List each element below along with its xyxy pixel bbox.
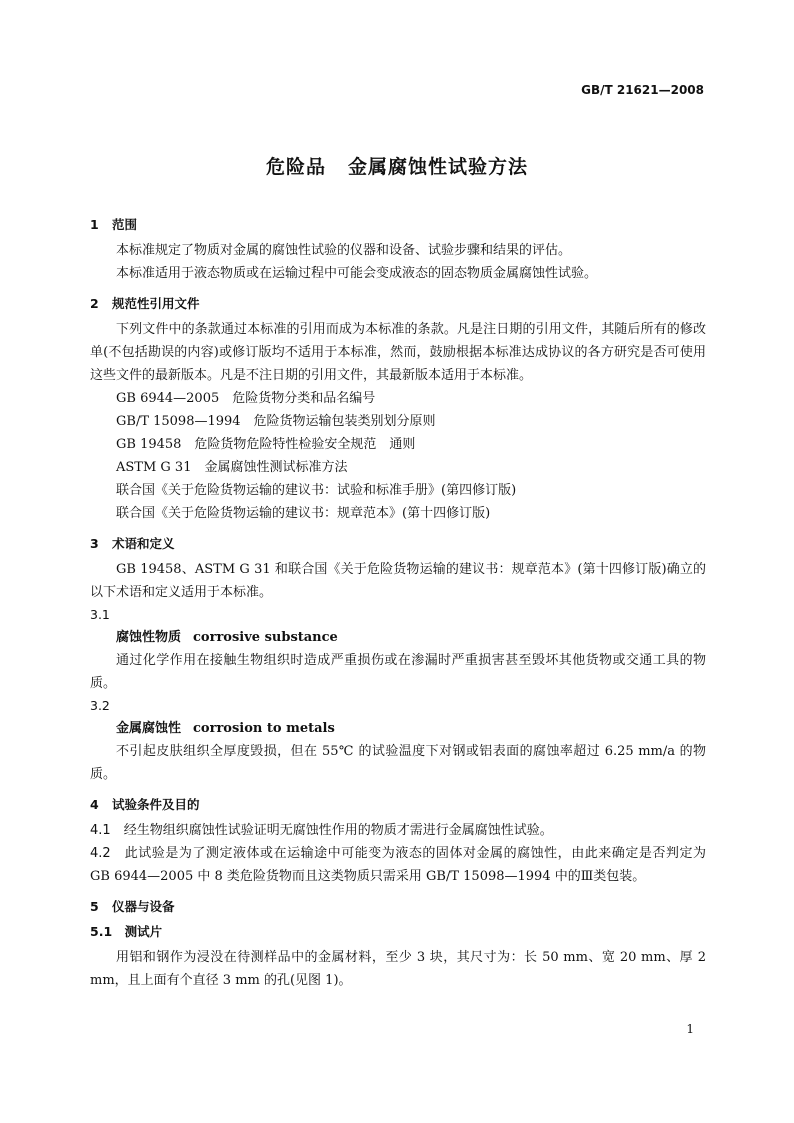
term-definition: 不引起皮肤组织全厚度毁损，但在 55℃ 的试验温度下对钢或铝表面的腐蚀率超过 6.25 mm/a 的物质。 [90,744,706,782]
reference-item: GB/T 15098—1994 危险货物运输包装类别划分原则 [116,414,436,429]
reference-item: 联合国《关于危险货物运输的建议书：试验和标准手册》(第四修订版) [116,483,517,498]
section-number: 2 [90,296,99,311]
section-number: 3 [90,536,99,551]
clause-4-1 [90,819,706,842]
reference-item: GB 19458 危险货物危险特性检验安全规范 通则 [116,437,416,452]
reference-item: ASTM G 31 金属腐蚀性测试标准方法 [116,460,348,475]
paragraph: 本标准规定了物质对金属的腐蚀性试验的仪器和设备、试验步骤和结果的评估。 [116,243,572,258]
section-4-heading [90,794,706,816]
term-definition: 通过化学作用在接触生物组织时造成严重损伤或在渗漏时严重损害甚至毁坏其他货物或交通工具的物质。 [90,653,706,691]
clause-number: 4.2 [90,846,111,861]
clause-number: 4.1 [90,823,111,838]
document-body [90,214,706,992]
standard-code-header: GB/T 21621—2008 [581,83,704,97]
section-title: 仪器与设备 [112,899,175,914]
reference-item: GB 6944—2005 危险货物分类和品名编号 [116,391,376,406]
title-part-1: 危险品 [265,156,326,178]
section-number: 5 [90,899,99,914]
section-title: 规范性引用文件 [112,296,200,311]
document-title [0,152,794,179]
paragraph: 本标准适用于液态物质或在运输过程中可能会变成液态的固态物质金属腐蚀性试验。 [116,266,598,281]
term-entry [90,626,706,649]
reference-item: 联合国《关于危险货物运输的建议书：规章范本》(第十四修订版) [116,506,491,521]
term-number: 3.2 [90,698,110,713]
section-title: 范围 [112,217,138,232]
term-chinese: 金属腐蚀性 [116,721,182,736]
page-number: 1 [686,1022,694,1036]
clause-4-2 [90,842,706,888]
section-5-heading [90,896,706,918]
section-title: 试验条件及目的 [112,797,200,812]
term-number: 3.1 [90,607,110,622]
section-title: 术语和定义 [112,536,175,551]
subsection-title: 测试片 [124,924,163,939]
subsection-number: 5.1 [90,924,113,939]
term-chinese: 腐蚀性物质 [116,630,182,645]
term-english: corrosion to metals [193,721,335,736]
section-1-heading [90,214,706,236]
section-number: 1 [90,217,99,232]
paragraph: 用铝和钢作为浸没在待测样品中的金属材料，至少 3 块，其尺寸为：长 50 mm、宽 20 mm、厚 2 mm，且上面有个直径 3 mm 的孔(见图 1)。 [90,950,706,988]
term-entry [90,717,706,740]
paragraph: GB 19458、ASTM G 31 和联合国《关于危险货物运输的建议书：规章范本》(第十四修订版)确立的以下术语和定义适用于本标准。 [90,562,706,600]
subsection-5-1-heading [90,921,706,943]
clause-text: 经生物组织腐蚀性试验证明无腐蚀性作用的物质才需进行金属腐蚀性试验。 [123,823,553,838]
term-english: corrosive substance [193,630,338,645]
paragraph: 下列文件中的条款通过本标准的引用而成为本标准的条款。凡是注日期的引用文件，其随后所有的修改单(不包括勘误的内容)或修订版均不适用于本标准，然而，鼓励根据本标准达成协议的各方研究是否可使用这些文件的最新版本。凡是不注日期的引用文件，其最新版本适用于本标准。 [90,322,706,383]
section-2-heading [90,293,706,315]
section-number: 4 [90,797,99,812]
section-3-heading [90,533,706,555]
title-part-2: 金属腐蚀性试验方法 [348,156,529,178]
clause-text: 此试验是为了测定液体或在运输途中可能变为液态的固体对金属的腐蚀性，由此来确定是否判定为 GB 6944—2005 中 8 类危险货物而且这类物质只需采用 GB/T 15098—1994 中的Ⅲ类包装。 [90,846,706,884]
